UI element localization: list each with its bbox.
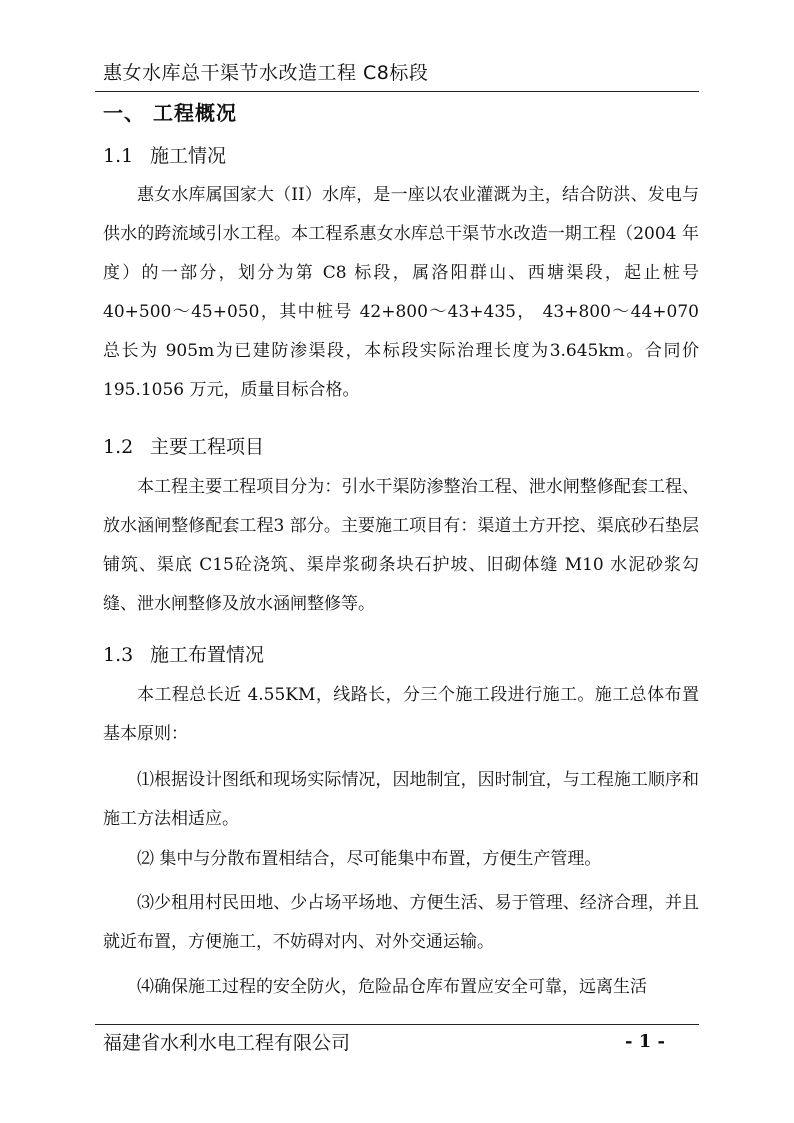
header-divider <box>95 91 699 92</box>
subsection-heading-1-3 <box>103 640 264 670</box>
subsection-number: 1.3 <box>103 644 134 666</box>
list-item-principle-4: ⑷确保施工过程的安全防火，危险品仓库布置应安全可靠，远离生活 <box>137 977 647 997</box>
subsection-heading-1-2 <box>103 432 264 462</box>
subsection-title: 施工布置情况 <box>150 644 265 666</box>
subsection-number: 1.2 <box>103 436 134 458</box>
subsection-title: 主要工程项目 <box>150 436 265 458</box>
subsection-title: 施工情况 <box>150 145 227 167</box>
list-item-principle-3: ⑶少租用村民田地、少占场平场地、方便生活、易于管理、经济合理，并且就近布置，方便施工，不妨碍对内、对外交通运输。 <box>103 893 699 952</box>
paragraph-main-items: 本工程主要工程项目分为：引水干渠防渗整治工程、泄水闸整修配套工程、放水涵闸整修配套工程3 部分。主要施工项目有：渠道土方开挖、渠底砂石垫层铺筑、渠底 C15砼浇筑、渠岸浆砌条块石护坡、旧砌体缝 M10 水泥砂浆勾缝、泄水闸整修及放水涵闸整修等。 <box>103 477 699 614</box>
subsection-number: 1.1 <box>103 145 134 167</box>
list-item-principle-2: ⑵ 集中与分散布置相结合，尽可能集中布置，方便生产管理。 <box>137 849 602 869</box>
paragraph-construction-situation: 惠女水库属国家大（II）水库，是一座以农业灌溉为主，结合防洪、发电与供水的跨流域引水工程。本工程系惠女水库总干渠节水改造一期工程（2004 年度）的一部分，划分为第 C8 标段，属洛阳群山、西塘渠段，起止桩号 40+500～45+050，其中桩号 42+800～43+435， 43+800～44+070 总长为 905m为已建防渗渠段，本标段实际治理长度为3.645km。合同价 195.1056 万元，质量目标合格。 <box>103 185 699 400</box>
footer-company-name: 福建省水利水电工程有限公司 <box>103 1032 351 1054</box>
list-item-principle-1: ⑴根据设计图纸和现场实际情况，因地制宜，因时制宜，与工程施工顺序和施工方法相适应。 <box>103 770 699 829</box>
page-number: - 1 - <box>625 1031 665 1052</box>
footer-divider <box>95 1024 699 1025</box>
subsection-heading-1-1 <box>103 141 226 171</box>
paragraph-layout-intro: 本工程总长近 4.55KM，线路长，分三个施工段进行施工。施工总体布置基本原则： <box>103 685 699 744</box>
document-header-title: 惠女水库总干渠节水改造工程 C8标段 <box>103 62 429 84</box>
section-heading: 一、 工程概况 <box>103 101 237 125</box>
